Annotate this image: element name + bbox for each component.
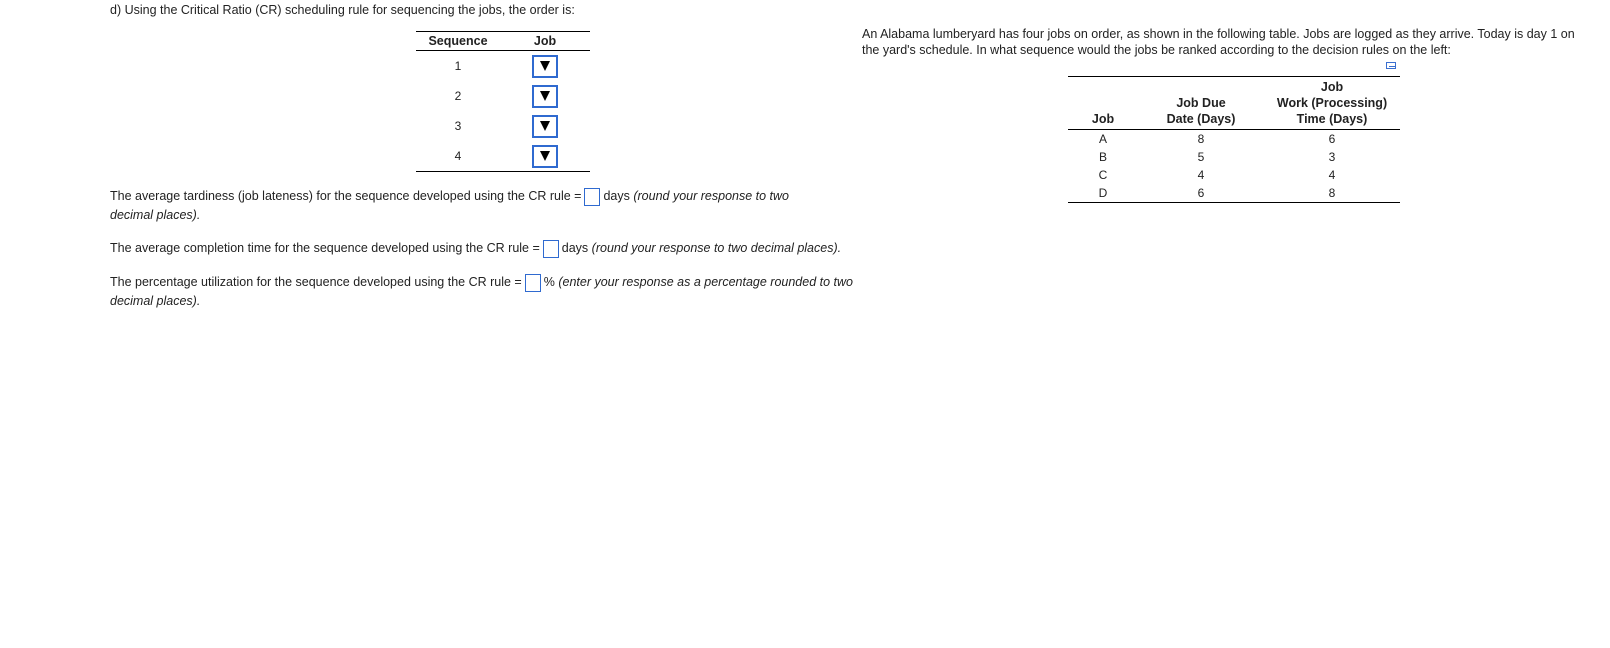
due-cell: 5 [1197,150,1205,164]
problem-line-1: An Alabama lumberyard has four jobs on order, as shown in the following table. Jobs are logged as they arrive. Today is day 1 on [862,27,1575,41]
jobs-table-header [1068,77,1400,130]
utilization-input[interactable] [525,274,541,292]
due-cell: 6 [1197,186,1205,200]
job-cell: B [1098,150,1107,164]
completion-unit: days [561,241,589,255]
work-cell: 3 [1328,150,1336,164]
utilization-hint-cont: decimal places). [110,294,201,308]
tardiness-input[interactable] [584,188,600,206]
jobs-data-table [1068,76,1400,203]
tardiness-unit: days [603,189,630,203]
completion-question [110,239,910,258]
job-dropdown-1[interactable] [532,55,558,78]
dropdown-arrow-icon [540,61,550,71]
job-col-header [1068,111,1138,129]
sequence-table [416,31,590,172]
work-cell: 8 [1328,186,1336,200]
dropdown-arrow-icon [540,91,550,101]
work-cell: 6 [1328,132,1336,146]
tardiness-question [110,187,830,225]
table-row [416,111,590,141]
work-col-header [1264,79,1400,129]
tardiness-prefix: The average tardiness (job lateness) for the sequence developed using the CR rule = [110,189,582,203]
job-dropdown-2[interactable] [532,85,558,108]
table-row [1068,166,1400,184]
sequence-number: 3 [454,119,462,133]
job-dropdown-3[interactable] [532,115,558,138]
sequence-number: 1 [454,59,462,73]
job-cell: A [1098,132,1107,146]
job-header: Job [533,34,557,48]
utilization-prefix: The percentage utilization for the sequence developed using the CR rule = [110,275,522,289]
completion-input[interactable] [543,240,559,258]
table-row [416,51,590,81]
sequence-number: 2 [454,89,462,103]
due-col-label-2: Date (Days) [1166,112,1236,126]
work-col-label-3: Time (Days) [1296,112,1368,126]
question-title: d) Using the Critical Ratio (CR) scheduling rule for sequencing the jobs, the order is: [110,3,575,17]
tardiness-hint: (round your response to two [633,189,789,203]
work-col-label-1: Job [1320,80,1344,94]
completion-hint: (round your response to two decimal places). [591,241,842,255]
due-cell: 4 [1197,168,1205,182]
dropdown-arrow-icon [540,121,550,131]
due-col-label-1: Job Due [1176,96,1226,110]
utilization-unit: % [543,275,555,289]
job-cell: D [1098,186,1108,200]
table-row [1068,148,1400,166]
work-cell: 4 [1328,168,1336,182]
table-row [416,141,590,171]
job-col-label: Job [1091,112,1115,126]
problem-line-2: the yard's schedule. In what sequence would the jobs be ranked according to the decision rules on the left: [862,43,1451,57]
utilization-question [110,273,910,311]
copy-table-icon[interactable] [1386,62,1396,69]
table-row [416,81,590,111]
problem-statement [862,26,1610,58]
table-row [1068,130,1400,148]
table-row [1068,184,1400,202]
tardiness-hint-cont: decimal places). [110,208,201,222]
due-cell: 8 [1197,132,1205,146]
work-col-label-2: Work (Processing) [1276,96,1388,110]
completion-prefix: The average completion time for the sequence developed using the CR rule = [110,241,540,255]
due-col-header [1138,95,1264,129]
sequence-number: 4 [454,149,462,163]
sequence-header: Sequence [428,34,488,48]
sequence-table-header [416,32,590,51]
job-cell: C [1098,168,1108,182]
job-dropdown-4[interactable] [532,145,558,168]
dropdown-arrow-icon [540,151,550,161]
utilization-hint: (enter your response as a percentage rounded to two [558,275,853,289]
